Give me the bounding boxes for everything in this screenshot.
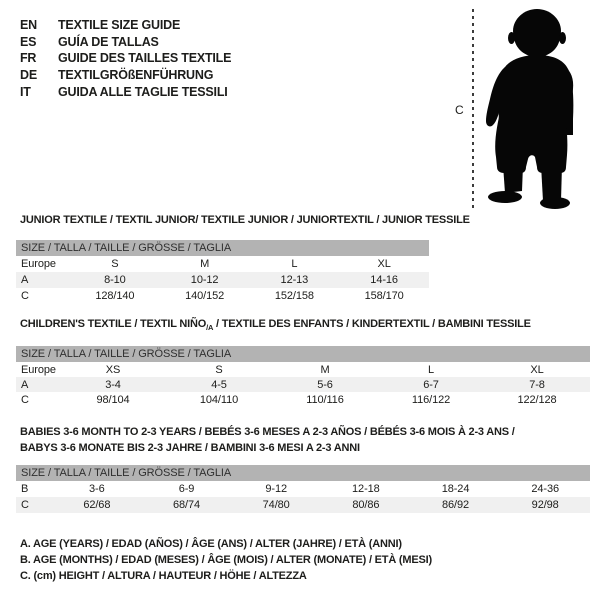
row-label: A [21,274,29,286]
babies-size-table [16,465,590,513]
row-label: A [21,378,29,391]
language-code: DE [20,68,37,83]
size-column: L [427,363,435,376]
height-dotted-line [472,9,474,210]
height-measure-label: C [455,103,464,117]
size-column: M [320,363,330,376]
table-row-c [16,288,429,304]
size-cell: 9-12 [265,483,287,495]
size-cell: 128/140 [95,290,135,302]
junior-table-title: JUNIOR TEXTILE / TEXTIL JUNIOR/ TEXTILE JUNIOR / JUNIORTEXTIL / JUNIOR TESSILE [20,214,470,226]
size-header-bar: SIZE / TALLA / TAILLE / GRÖSSE / TAGLIA [16,240,429,256]
language-name: GUIDE DES TAILLES TEXTILE [58,51,232,66]
size-cell: 4-5 [211,378,227,391]
language-code: IT [20,84,31,99]
language-name: GUÍA DE TALLAS [58,34,159,49]
babies-table-title-line2: BABYS 3-6 MONATE BIS 2-3 JAHRE / BAMBINI 3-6 MESI A 2-3 ANNI [20,442,360,454]
size-cell: 14-16 [370,274,398,286]
size-cell: 10-12 [190,274,219,286]
size-cell: 6-9 [178,483,195,495]
size-cell: 24-36 [531,483,560,495]
size-cell: 68/74 [172,499,201,511]
children-table-title [20,318,531,332]
row-label: C [21,393,29,406]
children-title-subscript: /A [206,323,214,333]
language-name: TEXTILGRÖßENFÜHRUNG [58,68,214,83]
size-cell: 3-6 [89,483,105,495]
region-label: Europe [21,258,56,270]
table-row-c [16,392,590,407]
size-cell: 74/80 [262,499,290,511]
size-cell: 98/104 [96,393,130,406]
legend-line-b: B. AGE (MONTHS) / EDAD (MESES) / ÂGE (MOIS) / ALTER (MONATE) / ETÀ (MESI) [20,554,432,566]
table-row-a [16,377,590,392]
row-label: C [21,499,29,511]
size-cell: 80/86 [352,499,380,511]
size-cell: 140/152 [185,290,225,302]
language-row-it [20,83,231,100]
size-cell: 158/170 [364,290,404,302]
size-header-bar: SIZE / TALLA / TAILLE / GRÖSSE / TAGLIA [16,465,590,481]
size-cell: 62/68 [83,499,111,511]
table-header-row [16,256,429,272]
table-header-row [16,362,590,377]
size-header-bar: SIZE / TALLA / TAILLE / GRÖSSE / TAGLIA [16,346,590,362]
table-row-a [16,272,429,288]
babies-table-title-line1: BABIES 3-6 MONTH TO 2-3 YEARS / BEBÉS 3-6 MESES A 2-3 AÑOS / BÉBÉS 3-6 MOIS À 2-3 ANS / [20,426,515,438]
size-cell: 12-13 [280,274,309,286]
language-name: GUIDA ALLE TAGLIE TESSILI [58,84,228,99]
size-column: XS [105,363,121,376]
region-label: Europe [21,363,56,376]
size-column: S [111,258,119,270]
table-row-c [16,497,590,513]
table-row-b [16,481,590,497]
children-size-table [16,346,590,407]
language-row-en [20,17,231,34]
children-title-prefix: CHILDREN'S TEXTILE / TEXTIL NIÑO [20,318,207,330]
size-cell: 116/122 [411,393,451,406]
size-cell: 12-18 [352,483,380,495]
size-cell: 3-4 [105,378,121,391]
size-column: S [215,363,223,376]
language-code: FR [20,51,37,66]
size-column: XL [377,258,391,270]
language-row-es [20,34,231,51]
size-column: L [291,258,298,270]
toddler-silhouette-icon [477,9,577,210]
children-title-suffix: / TEXTILE DES ENFANTS / KINDERTEXTIL / BAMBINI TESSILE [213,318,531,330]
size-cell: 7-8 [529,378,545,391]
size-cell: 152/158 [274,290,314,302]
language-row-fr [20,50,231,67]
size-cell: 18-24 [441,483,470,495]
language-name: TEXTILE SIZE GUIDE [58,18,181,33]
legend-line-a: A. AGE (YEARS) / EDAD (AÑOS) / ÂGE (ANS) / ALTER (JAHRE) / ETÀ (ANNI) [20,538,402,550]
junior-size-table [16,240,429,304]
row-label: B [21,483,29,495]
row-label: C [21,290,29,302]
language-code: ES [20,34,37,49]
size-cell: 104/110 [199,393,239,406]
size-cell: 86/92 [442,499,470,511]
size-cell: 92/98 [531,499,559,511]
language-row-de [20,67,231,84]
language-header [20,17,231,100]
size-column: M [200,258,210,270]
measure-legend [20,538,432,586]
language-code: EN [20,18,37,33]
size-cell: 110/116 [306,393,344,406]
size-cell: 6-7 [423,378,439,391]
legend-line-c: C. (cm) HEIGHT / ALTURA / HAUTEUR / HÖHE / ALTEZZA [20,570,307,582]
size-column: XL [530,363,544,376]
size-cell: 8-10 [104,274,126,286]
size-cell: 122/128 [517,393,557,406]
size-cell: 5-6 [317,378,333,391]
